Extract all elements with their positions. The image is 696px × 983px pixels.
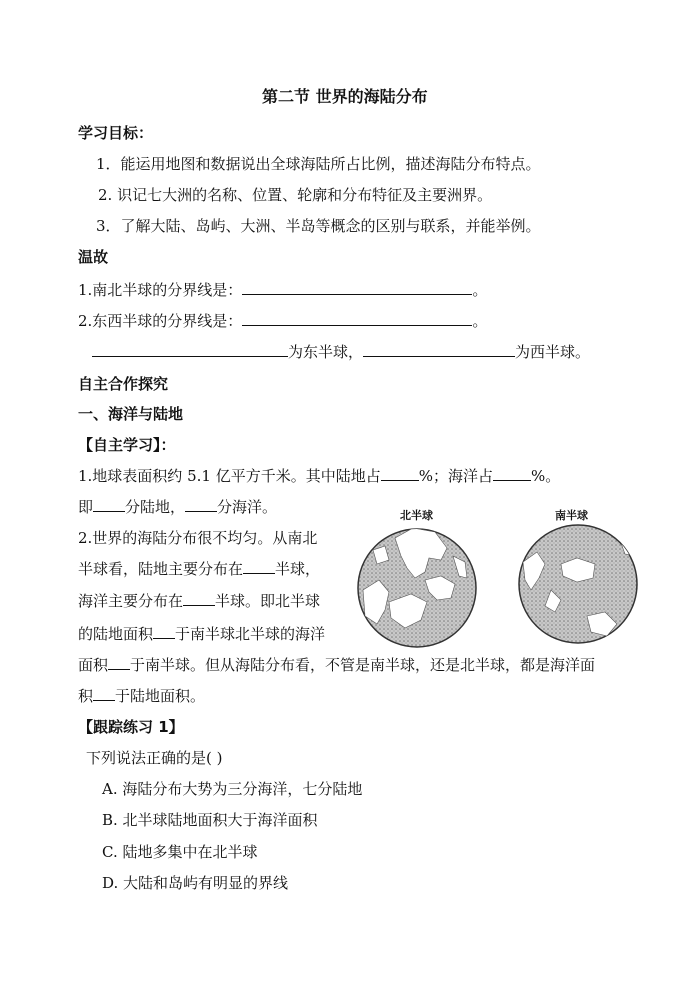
ocean-percent-blank[interactable] — [493, 466, 531, 481]
review-q2-blank[interactable] — [242, 311, 472, 326]
ocean-hemisphere-blank[interactable] — [183, 591, 215, 606]
distribution-l5a: 面积 — [78, 656, 109, 674]
exercise-option-a[interactable]: A. 海陆分布大势为三分海洋，七分陆地 — [102, 780, 363, 798]
south-hemisphere-label: 南半球 — [555, 509, 588, 522]
distribution-line-5 — [78, 655, 595, 675]
distribution-line-3 — [78, 591, 320, 611]
review-q2-end: 。 — [472, 312, 488, 330]
objective-2: 2. 识记七大洲的名称、位置、轮廓和分布特征及主要洲界。 — [98, 186, 493, 204]
percent-end: %。 — [530, 467, 561, 485]
ratio-line — [78, 497, 277, 517]
distribution-line-4 — [78, 624, 325, 644]
self-study-tag: 【自主学习】： — [78, 436, 176, 454]
distribution-l2b: 半球， — [275, 560, 321, 578]
distribution-l5b: 于南半球。但从海陆分布看，不管是南半球，还是北半球，都是海洋面 — [130, 656, 596, 674]
exercise-option-d[interactable]: D. 大陆和岛屿有明显的界线 — [102, 874, 289, 892]
review-q2 — [78, 311, 487, 331]
exercise-tag: 【跟踪练习 1】 — [78, 718, 184, 736]
review-q3 — [92, 342, 590, 362]
exercise-option-b[interactable]: B. 北半球陆地面积大于海洋面积 — [102, 811, 318, 829]
ocean-text: %；海洋占 — [418, 467, 493, 485]
explore-heading: 自主合作探究 — [78, 375, 169, 393]
ocean-compare-blank[interactable] — [108, 655, 130, 670]
review-q1 — [78, 280, 487, 300]
west-hemisphere-blank[interactable] — [363, 342, 515, 357]
north-globe — [358, 528, 476, 647]
distribution-line-1: 2.世界的海陆分布很不均匀。从南北 — [78, 529, 318, 547]
section-heading: 一、海洋与陆地 — [78, 405, 184, 423]
distribution-l6a: 积 — [78, 687, 94, 705]
surface-area-line — [78, 466, 560, 486]
exercise-option-c[interactable]: C. 陆地多集中在北半球 — [102, 843, 258, 861]
exercise-question: 下列说法正确的是( ) — [86, 749, 223, 767]
distribution-line-2 — [78, 559, 320, 579]
review-q1-end: 。 — [472, 281, 488, 299]
hemisphere-globes-figure — [355, 520, 645, 655]
distribution-line-6 — [78, 686, 205, 706]
surface-area-text: 1.地球表面积约 5.1 亿平方千米。其中陆地占 — [78, 467, 381, 485]
land-hemisphere-blank[interactable] — [243, 559, 275, 574]
ratio-text-a: 即 — [78, 498, 94, 516]
ocean-ratio-blank[interactable] — [185, 497, 217, 512]
north-hemisphere-label: 北半球 — [400, 509, 433, 522]
ratio-text-c: 分海洋。 — [217, 498, 278, 516]
page-title: 第二节 世界的海陆分布 — [262, 87, 428, 106]
distribution-l4b: 于南半球北半球的海洋 — [175, 625, 326, 643]
review-q2-text: 2.东西半球的分界线是： — [78, 312, 243, 330]
land-ratio-blank[interactable] — [93, 497, 125, 512]
review-q1-text: 1.南北半球的分界线是： — [78, 281, 243, 299]
ocean-land-compare-blank[interactable] — [93, 686, 115, 701]
east-hemisphere-blank[interactable] — [92, 342, 288, 357]
distribution-l2a: 半球看，陆地主要分布在 — [78, 560, 244, 578]
objectives-heading: 学习目标： — [78, 124, 154, 142]
ratio-text-b: 分陆地， — [125, 498, 186, 516]
distribution-l3a: 海洋主要分布在 — [78, 592, 184, 610]
distribution-l6b: 于陆地面积。 — [115, 687, 206, 705]
land-compare-blank[interactable] — [153, 624, 175, 639]
south-globe — [519, 525, 639, 643]
land-percent-blank[interactable] — [381, 466, 419, 481]
review-q1-blank[interactable] — [242, 280, 472, 295]
review-heading: 温故 — [78, 248, 109, 266]
distribution-l3b: 半球。即北半球 — [215, 592, 321, 610]
review-q3-end: 为西半球。 — [515, 343, 591, 361]
review-q3-mid: 为东半球， — [288, 343, 364, 361]
distribution-l4a: 的陆地面积 — [78, 625, 154, 643]
objective-3: 3．了解大陆、岛屿、大洲、半岛等概念的区别与联系，并能举例。 — [96, 217, 541, 235]
objective-1: 1．能运用地图和数据说出全球海陆所占比例，描述海陆分布特点。 — [96, 155, 541, 173]
